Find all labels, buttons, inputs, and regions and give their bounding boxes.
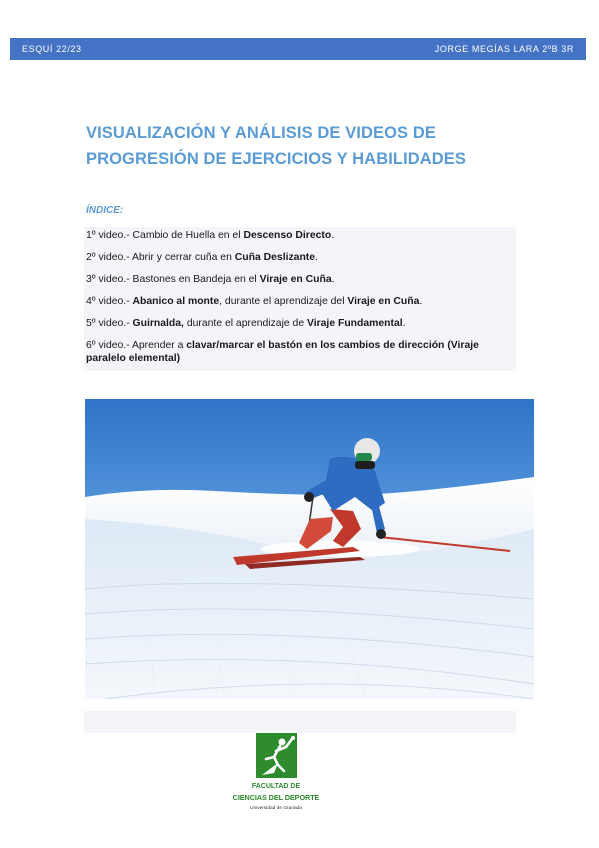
- index-item-5: 5º video.- Guirnalda, durante el aprendizaje de Viraje Fundamental.: [86, 318, 406, 329]
- author-label: JORGE MEGÍAS LARA 2ºB 3R: [434, 44, 574, 54]
- skier-photo: [85, 399, 534, 699]
- logo-text-line-1: FACULTAD DE: [251, 783, 301, 790]
- athlete-figure-icon: [256, 733, 297, 778]
- logo-text-line-2: CIENCIAS DEL DEPORTE: [232, 793, 320, 802]
- course-label: ESQUÍ 22/23: [22, 44, 82, 54]
- index-list: [86, 229, 514, 369]
- header-bar: [10, 38, 586, 60]
- index-item-3: 3º video.- Bastones en Bandeja en el Viraje en Cuña.: [86, 274, 335, 285]
- index-item-1: 1º video.- Cambio de Huella en el Descenso Directo.: [86, 230, 335, 241]
- index-heading: ÍNDICE:: [86, 205, 124, 216]
- index-item-6: 6º video.- Aprender a clavar/marcar el bastón en los cambios de dirección (Viraje paralelo elemental): [86, 340, 479, 364]
- title-line-1: VISUALIZACIÓN Y ANÁLISIS DE VIDEOS DE: [86, 124, 436, 142]
- logo-text-line-3: Universidad de Granada: [250, 806, 302, 811]
- index-item-2: 2º video.- Abrir y cerrar cuña en Cuña Deslizante.: [86, 252, 318, 263]
- faculty-logo: [226, 730, 326, 820]
- title-line-2: PROGRESIÓN DE EJERCICIOS Y HABILIDADES: [86, 150, 467, 168]
- index-item-4: 4º video.- Abanico al monte, durante el aprendizaje del Viraje en Cuña.: [86, 296, 423, 307]
- page-title: [86, 120, 516, 172]
